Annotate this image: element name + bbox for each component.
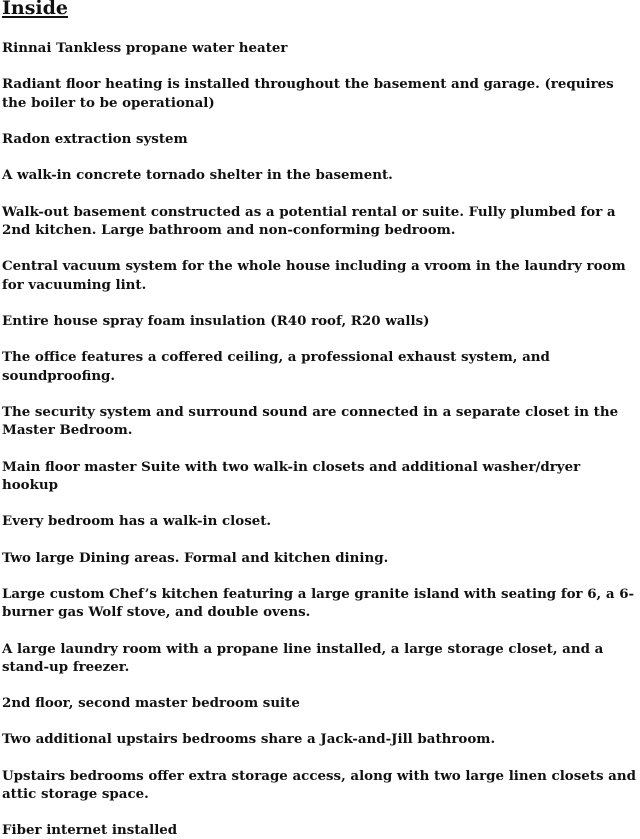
list-item: Large custom Chef’s kitchen featuring a large granite island with seating for 6, a 6-burner gas Wolf stove, and double ovens.	[2, 585, 635, 621]
list-item: Central vacuum system for the whole house including a vroom in the laundry room for vacuuming lint.	[2, 258, 626, 293]
list-item: Fiber internet installed	[2, 822, 178, 839]
feature-list	[2, 39, 638, 839]
list-item: Every bedroom has a walk-in closet.	[2, 513, 272, 530]
list-item: Entire house spray foam insulation (R40 roof, R20 walls)	[2, 312, 430, 329]
list-item: Walk-out basement constructed as a potential rental or suite. Fully plumbed for a 2nd kitchen. Large bathroom and non-conforming bedroom.	[2, 203, 616, 238]
list-item: Upstairs bedrooms offer extra storage access, along with two large linen closets and attic storage space.	[2, 767, 636, 803]
list-item: 2nd floor, second master bedroom suite	[2, 695, 300, 712]
list-item: Radiant floor heating is installed throughout the basement and garage. (requires the boiler to be operational)	[2, 76, 614, 111]
section-heading: Inside	[2, 0, 68, 19]
list-item: Two additional upstairs bedrooms share a Jack-and-Jill bathroom.	[2, 731, 496, 748]
list-item: The security system and surround sound are connected in a separate closet in the Master Bedroom.	[2, 403, 619, 439]
list-item: Main floor master Suite with two walk-in closets and additional washer/dryer hookup	[2, 458, 581, 493]
list-item: A large laundry room with a propane line installed, a large storage closet, and a stand-up freezer.	[2, 640, 604, 675]
list-item: Two large Dining areas. Formal and kitchen dining.	[2, 549, 389, 566]
list-item: The office features a coffered ceiling, a professional exhaust system, and soundproofing.	[2, 349, 550, 384]
list-item: Rinnai Tankless propane water heater	[2, 40, 288, 56]
list-item: A walk-in concrete tornado shelter in the basement.	[2, 167, 393, 184]
list-item: Radon extraction system	[2, 130, 188, 147]
